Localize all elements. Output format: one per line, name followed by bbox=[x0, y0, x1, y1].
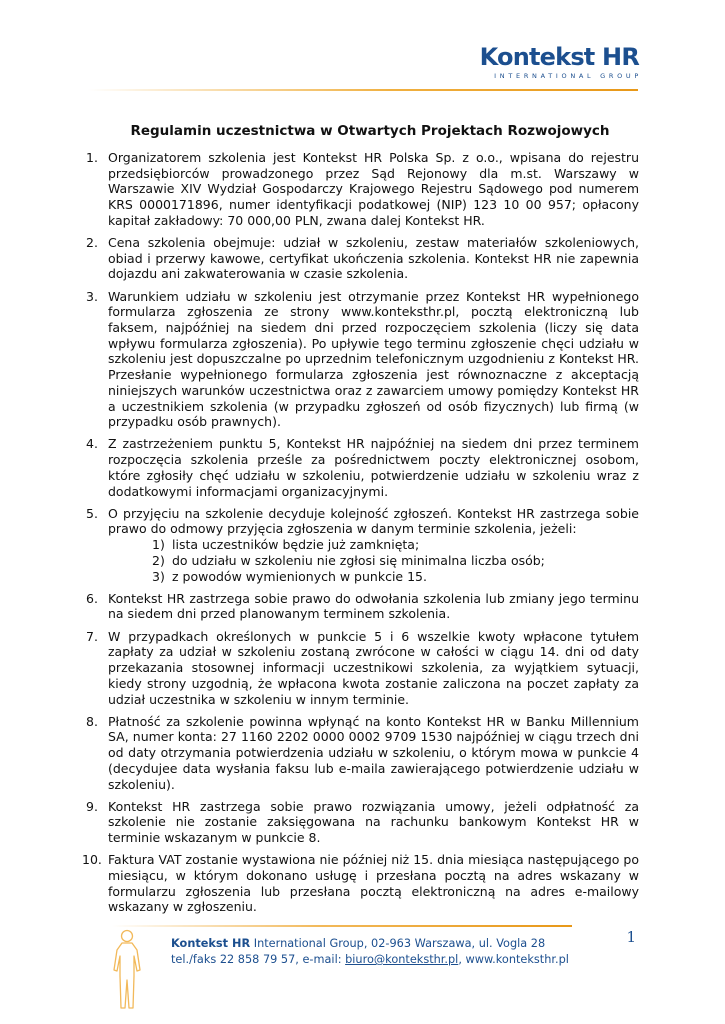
rule-number: 8. bbox=[86, 713, 98, 729]
rule-item bbox=[86, 150, 639, 229]
rule-text: W przypadkach określonych w punkcie 5 i 6 wszelkie kwoty wpłacone tytułem zapłaty za udział w szkoleniu zostaną zwrócone w całości w ciągu 14. dni od daty przekazania stosownej informacji uczestnikowi szkolenia, za wyjątkiem sytuacji, kiedy strony uzgodnią, że wpłacona kwota zostanie zaliczona na poczet zapłaty za udział uczestnika w szkoleniu w innym terminie. bbox=[108, 628, 639, 707]
rule-text: Kontekst HR zastrzega sobie prawo rozwiązania umowy, jeżeli odpłatność za szkolenie nie zostanie zaksięgowana na rachunku bankowym Kontekst HR w terminie wskazanym w punkcie 8. bbox=[108, 798, 639, 846]
rule-5-sublist bbox=[108, 537, 639, 584]
footer-email-link[interactable]: biuro@konteksthr.pl bbox=[345, 953, 459, 966]
footer-website: , www.konteksthr.pl bbox=[458, 953, 569, 966]
rule-number: 10. bbox=[82, 852, 102, 868]
rules-list bbox=[82, 150, 639, 922]
document-title: Regulamin uczestnictwa w Otwartych Projektach Rozwojowych bbox=[130, 123, 610, 139]
rule-number: 2. bbox=[86, 235, 98, 251]
rule-item bbox=[86, 629, 639, 708]
rule-text: Faktura VAT zostanie wystawiona nie później niż 15. dnia miesiąca następującego po miesiącu, w którym dokonano usługę i przesłana pocztą na adres wskazany w formularzu zgłoszenia lub przesłana pocztą elektroniczną na adres e-mailowy wskazany w zgłoszeniu. bbox=[108, 852, 639, 915]
footer-address: International Group, 02-963 Warszawa, ul. Vogla 28 bbox=[250, 937, 546, 950]
sub-item-number: 1) bbox=[152, 537, 165, 553]
rule-item bbox=[86, 289, 639, 430]
footer-divider bbox=[112, 925, 572, 927]
sub-item-text: do udziału w szkoleniu nie zgłosi się minimalna liczba osób; bbox=[172, 552, 545, 568]
rule-text: Cena szkolenia obejmuje: udział w szkoleniu, zestaw materiałów szkoleniowych, obiad i przerwy kawowe, certyfikat ukończenia szkolenia. Kontekst HR nie zapewnia dojazdu ani zakwaterowania w czasie szkolenia. bbox=[108, 235, 639, 282]
company-logo bbox=[479, 43, 642, 81]
rule-number: 7. bbox=[86, 628, 98, 644]
rule-item bbox=[86, 506, 639, 585]
sub-item bbox=[152, 569, 639, 585]
sub-item-text: lista uczestników będzie już zamknięta; bbox=[172, 537, 420, 553]
person-figure-icon bbox=[110, 928, 144, 1012]
sub-item-text: z powodów wymienionych w punkcie 15. bbox=[172, 568, 427, 584]
sub-item bbox=[152, 537, 639, 553]
rule-number: 4. bbox=[86, 436, 98, 452]
page-number: 1 bbox=[626, 928, 636, 946]
logo-tagline: INTERNATIONAL GROUP bbox=[494, 72, 642, 80]
footer-brand: Kontekst HR bbox=[171, 937, 251, 950]
rule-text: O przyjęciu na szkolenie decyduje kolejność zgłoszeń. Kontekst HR zastrzega sobie prawo do odmowy przyjęcia zgłoszenia w danym terminie szkolenia, jeżeli: bbox=[108, 505, 639, 537]
sub-item-number: 2) bbox=[152, 552, 165, 568]
rule-number: 5. bbox=[86, 505, 98, 521]
sub-item-number: 3) bbox=[152, 568, 165, 584]
rule-text: Warunkiem udziału w szkoleniu jest otrzymanie przez Kontekst HR wypełnionego formularza zgłoszenia ze strony www.konteksthr.pl, pocztą elektroniczną lub faksem, najpóźniej na siedem dni przed rozpoczęciem szkolenia (liczy się data wpływu formularza zgłoszenia). Po upływie tego terminu zgłoszenie chęci udziału w szkoleniu jest dopuszczalne po uprzednim telefonicznym uzgodnieniu z Kontekst HR. Przesłanie wypełnionego formularza zgłoszenia jest równoznaczne z akceptacją niniejszych warunków uczestnictwa oraz z zawarciem umowy pomiędzy Kontekst HR a uczestnikiem szkolenia (w przypadku zgłoszeń od osób fizycznych) lub firmą (w przypadku osób prawnych). bbox=[108, 288, 639, 430]
rule-text: Z zastrzeżeniem punktu 5, Kontekst HR najpóźniej na siedem dni przez terminem rozpoczęcia szkolenia prześle za pośrednictwem poczty elektronicznej osobom, które zgłosiły chęć udziału w szkoleniu, potwierdzenie udziału w szkoleniu wraz z dodatkowymi informacjami organizacyjnymi. bbox=[108, 436, 639, 499]
footer-contact-line bbox=[171, 952, 631, 968]
rule-item bbox=[86, 235, 639, 282]
rule-text: Płatność za szkolenie powinna wpłynąć na konto Kontekst HR w Banku Millennium SA, numer konta: 27 1160 2202 0000 0002 9709 1530 najpóźniej w ciągu trzech dni od daty otrzymania potwierdzenia udziału w szkoleniu, o którym mowa w punkcie 4 (decydujee data wysłania faksu lub e-maila zawierającego potwierdzenie udziału w szkoleniu). bbox=[108, 713, 639, 792]
rule-number: 6. bbox=[86, 590, 98, 606]
rule-number: 9. bbox=[86, 798, 98, 814]
rule-item bbox=[86, 591, 639, 622]
rule-text: Kontekst HR zastrzega sobie prawo do odwołania szkolenia lub zmiany jego terminu na siedem dni przed planowanym terminem szkolenia. bbox=[108, 590, 639, 622]
rule-item bbox=[86, 714, 639, 793]
footer-phone: tel./faks 22 858 79 57, e-mail: bbox=[171, 953, 346, 966]
rule-item bbox=[82, 852, 639, 915]
header-divider bbox=[88, 89, 638, 91]
rule-text: Organizatorem szkolenia jest Kontekst HR Polska Sp. z o.o., wpisana do rejestru przedsiębiorców prowadzonego przez Sąd Rejonowy dla m.st. Warszawy w Warszawie XIV Wydział Gospodarczy Krajowego Rejestru Sądowego pod numerem KRS 0000171896, numer identyfikacji podatkowej (NIP) 123 10 00 957; opłacony kapitał zakładowy: 70 000,00 PLN, zwana dalej Kontekst HR. bbox=[108, 150, 639, 228]
rule-item bbox=[86, 799, 639, 846]
rule-number: 1. bbox=[86, 150, 98, 165]
sub-item bbox=[152, 553, 639, 569]
footer-contact bbox=[171, 936, 631, 968]
logo-wordmark: Kontekst HR bbox=[479, 43, 639, 71]
rule-item bbox=[86, 436, 639, 499]
rule-number: 3. bbox=[86, 288, 98, 304]
footer-address-line bbox=[171, 936, 631, 952]
